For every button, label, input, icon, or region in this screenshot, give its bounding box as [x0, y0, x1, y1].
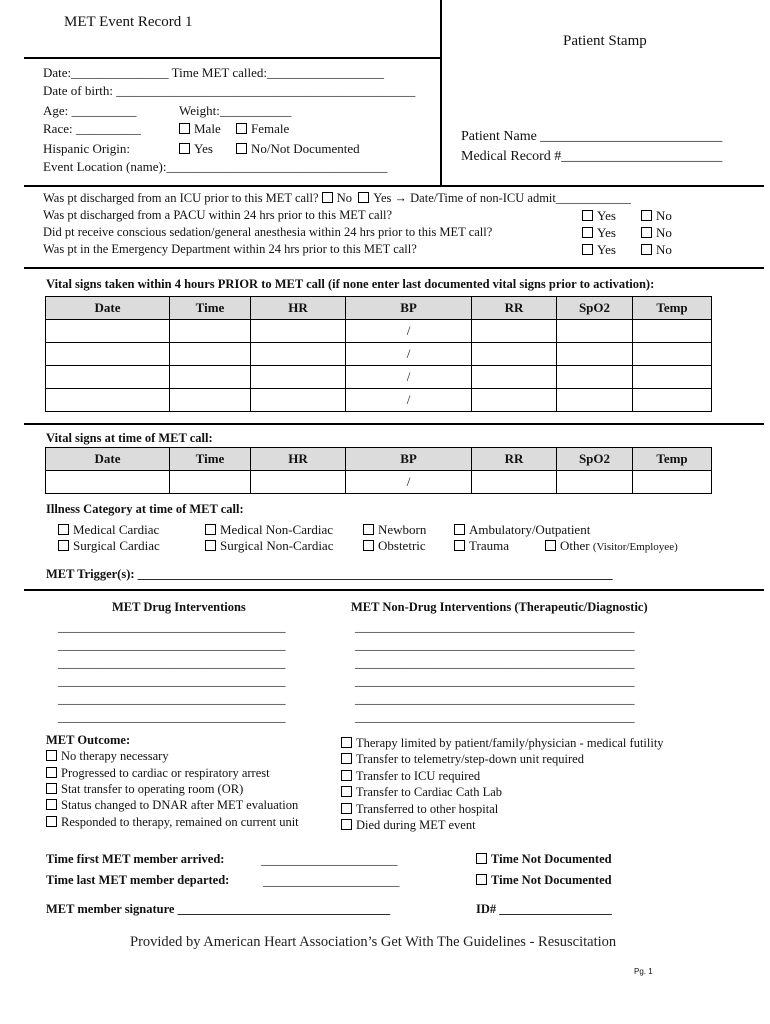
sedation-no-option[interactable]: No [641, 225, 672, 241]
outcome-checkbox[interactable] [341, 803, 352, 814]
pacu-no-option[interactable]: No [641, 208, 672, 224]
outcome-checkbox[interactable] [341, 737, 352, 748]
spo2-cell[interactable] [557, 471, 633, 494]
page-number: Pg. 1 [634, 967, 653, 976]
header-divider-left [24, 57, 441, 59]
temp-cell[interactable] [633, 343, 712, 366]
table-row [46, 389, 712, 412]
rr-cell[interactable] [472, 366, 557, 389]
vitals-prior-title: Vital signs taken within 4 hours PRIOR to MET call (if none enter last documented vital signs prior to activation): [46, 277, 655, 291]
sedation-question: Did pt receive conscious sedation/general anesthesia within 24 hrs prior to this MET call? [43, 225, 493, 239]
temp-cell[interactable] [633, 389, 712, 412]
other-option[interactable]: Other (Visitor/Employee) [545, 538, 678, 554]
ed-question: Was pt in the Emergency Department within 24 hrs prior to this MET call? [43, 242, 417, 256]
pacu-no-checkbox[interactable] [641, 210, 652, 221]
nondrug-line[interactable]: ___________________________________________ [355, 691, 635, 706]
col-temp: Temp [633, 448, 712, 471]
col-hr: HR [251, 297, 346, 320]
newborn-checkbox[interactable] [363, 524, 374, 535]
form-title: MET Event Record 1 [64, 14, 193, 30]
event-location-field[interactable]: Event Location (name):__________________________________ [43, 159, 388, 174]
sedation-yes-option[interactable]: Yes [582, 225, 616, 241]
obstetric-checkbox[interactable] [363, 540, 374, 551]
date-cell[interactable] [46, 471, 170, 494]
last-departed-field[interactable]: _____________________ [263, 873, 400, 888]
outcome-checkbox[interactable] [341, 770, 352, 781]
drug-line[interactable]: ___________________________________ [58, 709, 286, 724]
hr-cell[interactable] [251, 366, 346, 389]
col-date: Date [46, 297, 170, 320]
dob-field[interactable]: Date of birth: ______________________________________________ [43, 83, 416, 98]
medical-noncardiac-checkbox[interactable] [205, 524, 216, 535]
trauma-option[interactable]: Trauma [454, 538, 509, 554]
drug-line[interactable]: ___________________________________ [58, 655, 286, 670]
drug-line[interactable]: ___________________________________ [58, 619, 286, 634]
signature-field[interactable]: MET member signature __________________________________ [46, 902, 391, 916]
col-bp: BP [346, 297, 472, 320]
vitals-prior-header-row [46, 297, 712, 320]
outcome-checkbox[interactable] [341, 753, 352, 764]
patient-name-field[interactable]: Patient Name __________________________ [461, 129, 723, 144]
male-option[interactable]: Male [179, 121, 221, 137]
time-cell[interactable] [170, 366, 251, 389]
col-rr: RR [472, 297, 557, 320]
section-divider-3 [24, 423, 764, 425]
surgical-cardiac-option[interactable]: Surgical Cardiac [58, 538, 160, 554]
vitals-at-call-title: Vital signs at time of MET call: [46, 431, 213, 445]
rr-cell[interactable] [472, 389, 557, 412]
outcome-checkbox[interactable] [341, 819, 352, 830]
section-divider-2 [24, 267, 764, 269]
illness-title: Illness Category at time of MET call: [46, 502, 244, 516]
spo2-cell[interactable] [557, 343, 633, 366]
race-field[interactable]: Race: __________ [43, 121, 141, 136]
first-not-documented-option[interactable]: Time Not Documented [476, 852, 612, 867]
drug-line[interactable]: ___________________________________ [58, 691, 286, 706]
vitals-call-header-row [46, 448, 712, 471]
hispanic-label: Hispanic Origin: [43, 141, 131, 156]
drug-line[interactable]: ___________________________________ [58, 637, 286, 652]
col-time: Time [170, 297, 251, 320]
outcome-option[interactable]: No therapy necessary [46, 749, 169, 764]
outcome-option[interactable]: Transfer to Cardiac Cath Lab [341, 785, 502, 800]
col-time: Time [170, 448, 251, 471]
ed-yes-checkbox[interactable] [582, 244, 593, 255]
last-not-documented-checkbox[interactable] [476, 874, 487, 885]
section-divider-1 [24, 185, 764, 187]
nondrug-line[interactable]: ___________________________________________ [355, 637, 635, 652]
first-arrived-field[interactable]: _____________________ [261, 852, 398, 867]
col-rr: RR [472, 448, 557, 471]
hr-cell[interactable] [251, 389, 346, 412]
col-bp: BP [346, 448, 472, 471]
surgical-noncardiac-option[interactable]: Surgical Non-Cardiac [205, 538, 333, 554]
outcome-option[interactable]: Transferred to other hospital [341, 802, 498, 817]
age-field[interactable]: Age: __________ [43, 103, 137, 118]
trauma-checkbox[interactable] [454, 540, 465, 551]
col-temp: Temp [633, 297, 712, 320]
nondrug-interventions-title: MET Non-Drug Interventions (Therapeutic/Diagnostic) [351, 600, 648, 614]
surgical-noncardiac-checkbox[interactable] [205, 540, 216, 551]
outcome-checkbox[interactable] [341, 786, 352, 797]
nondrug-line[interactable]: ___________________________________________ [355, 709, 635, 724]
surgical-cardiac-checkbox[interactable] [58, 540, 69, 551]
date-cell[interactable] [46, 389, 170, 412]
drug-interventions-title: MET Drug Interventions [112, 600, 246, 614]
ed-yes-option[interactable]: Yes [582, 242, 616, 258]
hr-cell[interactable] [251, 343, 346, 366]
table-row [46, 343, 712, 366]
nondrug-line[interactable]: ___________________________________________ [355, 619, 635, 634]
sedation-no-checkbox[interactable] [641, 227, 652, 238]
hr-cell[interactable] [251, 320, 346, 343]
obstetric-option[interactable]: Obstetric [363, 538, 426, 554]
nondrug-line[interactable]: ___________________________________________ [355, 673, 635, 688]
vitals-at-call-table [45, 447, 712, 494]
date-cell[interactable] [46, 366, 170, 389]
weight-field[interactable]: Weight:___________ [179, 103, 292, 118]
medical-cardiac-option[interactable]: Medical Cardiac [58, 522, 159, 538]
outcome-checkbox[interactable] [46, 783, 57, 794]
section-divider-4 [24, 589, 764, 591]
first-not-documented-checkbox[interactable] [476, 853, 487, 864]
pacu-yes-checkbox[interactable] [582, 210, 593, 221]
hispanic-no-checkbox[interactable] [236, 143, 247, 154]
bp-cell[interactable]: / [346, 471, 472, 494]
date-cell[interactable] [46, 320, 170, 343]
medical-cardiac-checkbox[interactable] [58, 524, 69, 535]
outcome-option[interactable]: Therapy limited by patient/family/physician - medical futility [341, 736, 664, 751]
outcome-option[interactable]: Died during MET event [341, 818, 476, 833]
spo2-cell[interactable] [557, 320, 633, 343]
rr-cell[interactable] [472, 471, 557, 494]
outcome-option[interactable]: Stat transfer to operating room (OR) [46, 782, 243, 797]
bp-cell[interactable]: / [346, 320, 472, 343]
date-cell[interactable] [46, 343, 170, 366]
rr-cell[interactable] [472, 320, 557, 343]
sedation-yes-checkbox[interactable] [582, 227, 593, 238]
male-checkbox[interactable] [179, 123, 190, 134]
other-checkbox[interactable] [545, 540, 556, 551]
outcome-title: MET Outcome: [46, 733, 131, 747]
last-not-documented-option[interactable]: Time Not Documented [476, 873, 612, 888]
table-row [46, 320, 712, 343]
temp-cell[interactable] [633, 320, 712, 343]
outcome-option[interactable]: Transfer to telemetry/step-down unit required [341, 752, 584, 767]
col-date: Date [46, 448, 170, 471]
footer-credit: Provided by American Heart Association’s Get With The Guidelines - Resuscitation [130, 934, 617, 950]
outcome-checkbox[interactable] [46, 767, 57, 778]
outcome-checkbox[interactable] [46, 799, 57, 810]
col-spo2: SpO2 [557, 297, 633, 320]
outcome-option[interactable]: Progressed to cardiac or respiratory arrest [46, 766, 270, 781]
bp-cell[interactable]: / [346, 389, 472, 412]
temp-cell[interactable] [633, 366, 712, 389]
last-departed-label: Time last MET member departed: [46, 873, 230, 887]
hispanic-no-option[interactable]: No/Not Documented [236, 141, 360, 157]
table-row [46, 366, 712, 389]
ambulatory-checkbox[interactable] [454, 524, 465, 535]
time-cell[interactable] [170, 389, 251, 412]
vitals-prior-table [45, 296, 712, 412]
outcome-option[interactable]: Status changed to DNAR after MET evaluation [46, 798, 298, 813]
ed-no-option[interactable]: No [641, 242, 672, 258]
outcome-option[interactable]: Transfer to ICU required [341, 769, 480, 784]
female-checkbox[interactable] [236, 123, 247, 134]
bp-cell[interactable]: / [346, 366, 472, 389]
outcome-option[interactable]: Responded to therapy, remained on current unit [46, 815, 299, 830]
pacu-yes-option[interactable]: Yes [582, 208, 616, 224]
bp-cell[interactable]: / [346, 343, 472, 366]
hispanic-yes-checkbox[interactable] [179, 143, 190, 154]
rr-cell[interactable] [472, 343, 557, 366]
ed-no-checkbox[interactable] [641, 244, 652, 255]
ambulatory-option[interactable]: Ambulatory/Outpatient [454, 522, 590, 538]
hispanic-yes-option[interactable]: Yes [179, 141, 213, 157]
table-row [46, 471, 712, 494]
icu-yes-checkbox[interactable] [358, 192, 369, 203]
medical-record-field[interactable]: Medical Record #_______________________ [461, 149, 723, 164]
time-cell[interactable] [170, 320, 251, 343]
female-option[interactable]: Female [236, 121, 289, 137]
time-cell[interactable] [170, 343, 251, 366]
time-cell[interactable] [170, 471, 251, 494]
first-arrived-label: Time first MET member arrived: [46, 852, 225, 866]
met-trigger-field[interactable]: MET Trigger(s): ____________________________________________________________________________ [46, 567, 613, 581]
patient-stamp-label: Patient Stamp [563, 33, 647, 49]
nondrug-line[interactable]: ___________________________________________ [355, 655, 635, 670]
pacu-question: Was pt discharged from a PACU within 24 hrs prior to this MET call? [43, 208, 393, 222]
col-hr: HR [251, 448, 346, 471]
col-spo2: SpO2 [557, 448, 633, 471]
temp-cell[interactable] [633, 471, 712, 494]
newborn-option[interactable]: Newborn [363, 522, 426, 538]
date-time-field[interactable]: Date:_______________ Time MET called:__________________ [43, 65, 384, 80]
hr-cell[interactable] [251, 471, 346, 494]
drug-line[interactable]: ___________________________________ [58, 673, 286, 688]
spo2-cell[interactable] [557, 389, 633, 412]
spo2-cell[interactable] [557, 366, 633, 389]
icu-question: Was pt discharged from an ICU prior to this MET call? No Yes → Date/Time of non-ICU admit____________ [43, 191, 631, 205]
outcome-checkbox[interactable] [46, 750, 57, 761]
id-field[interactable]: ID# __________________ [476, 902, 612, 916]
icu-no-checkbox[interactable] [322, 192, 333, 203]
header-divider-vertical [440, 0, 442, 186]
outcome-checkbox[interactable] [46, 816, 57, 827]
medical-noncardiac-option[interactable]: Medical Non-Cardiac [205, 522, 333, 538]
